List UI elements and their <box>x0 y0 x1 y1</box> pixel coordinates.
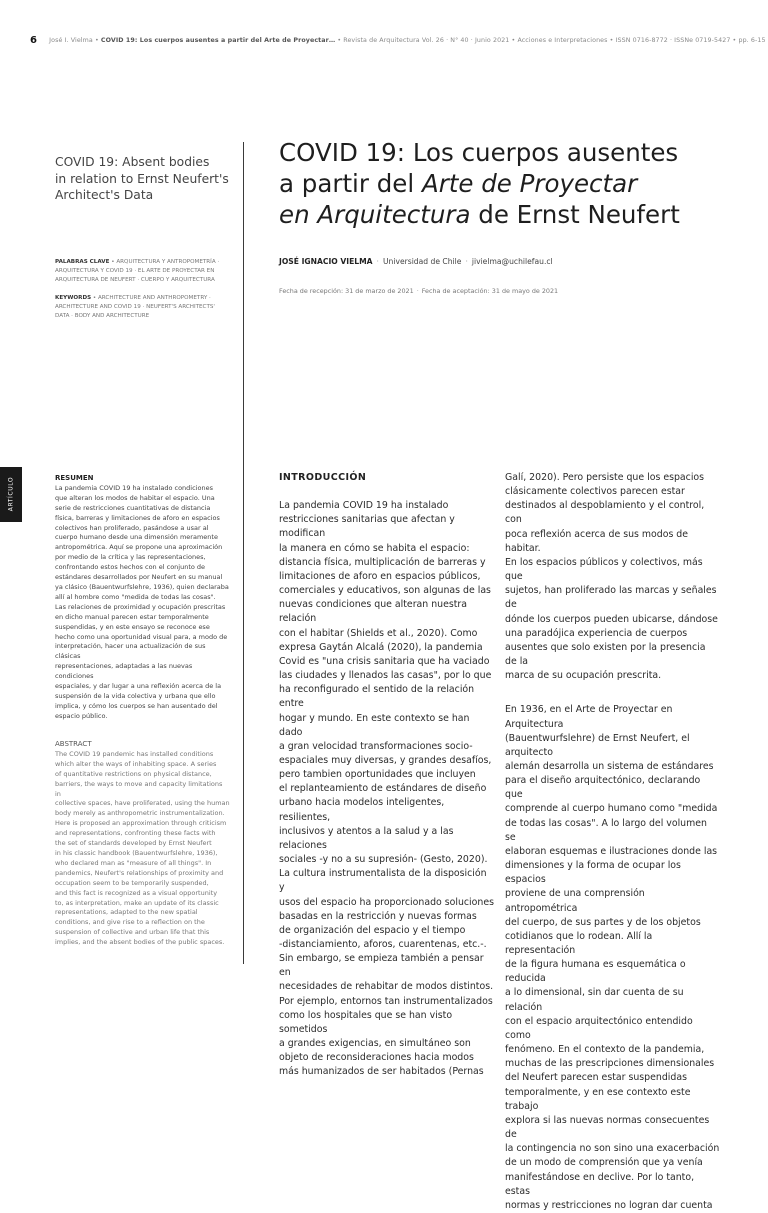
body-line: -distanciamiento, aforos, cuarentenas, etc.-. <box>279 939 487 950</box>
resumen-line: que alteran los modos de habitar el espacio. Una <box>55 493 215 502</box>
article-title <box>279 137 719 230</box>
abstract-line: The COVID 19 pandemic has installed conditions <box>55 749 214 758</box>
body-line: clásicamente colectivos parecen estar <box>505 486 685 498</box>
keywords-es-line: ARQUITECTURA DE NEUFERT · CUERPO Y ARQUITECTURA <box>55 277 215 283</box>
english-title <box>55 154 235 204</box>
resumen-line: antropométrica. Aquí se propone una aproximación <box>55 543 223 552</box>
title-italic: en Arquitectura <box>279 200 471 229</box>
header-section: Acciones e Interpretaciones <box>517 37 608 44</box>
body-line: una paradójica experiencia de cuerpos <box>505 627 688 639</box>
keywords-en-label: KEYWORDS <box>55 295 92 301</box>
abstract-line: who declared man as "measure of all things". In <box>55 858 212 867</box>
abstract-line: conditions, and give rise to a reflection on the <box>55 918 205 927</box>
body-line: nuevas condiciones que alteran nuestra relación <box>279 599 468 625</box>
date-received: Fecha de recepción: 31 de marzo de 2021 <box>279 287 414 295</box>
body-line: comprende al cuerpo humano como "medida <box>505 803 718 815</box>
dates-line: Fecha de recepción: 31 de marzo de 2021 · Fecha de aceptación: 31 de mayo de 2021 <box>279 287 559 295</box>
keywords-es-label: PALABRAS CLAVE <box>55 259 110 265</box>
body-line: urbano hacia modelos inteligentes, resilientes, <box>279 797 445 823</box>
resumen-line: colectivos han proliferado, pasándose a usar al <box>55 523 209 532</box>
abstract-line: the set of standards developed by Ernst Neufert <box>55 839 212 848</box>
resumen-line: representaciones, adaptadas a las nuevas condiciones <box>55 662 193 681</box>
page-number: 6 <box>30 35 38 46</box>
keywords-en-line: ARCHITECTURE AND ANTHROPOMETRY · <box>97 295 211 301</box>
author-affiliation: Universidad de Chile <box>382 257 462 266</box>
keywords-spanish: PALABRAS CLAVE • ARQUITECTURA Y ANTROPOMETRÍA · ARQUITECTURA Y COVID 19 · EL ARTE DE PROYECTAR EN ARQUITECTURA DE NEUFERT · CUERPO Y ARQUITECTURA <box>55 258 240 285</box>
resumen-line: serie de restricciones cuantitativas de distancia <box>55 503 211 512</box>
header-journal: Revista de Arquitectura Vol. 26 · N° 40 · Junio 2021 <box>343 37 510 44</box>
body-line: a grandes exigencias, en simultáneo son <box>279 1038 471 1050</box>
resumen-line: física, barreras y limitaciones de aforo en espacios <box>55 513 220 522</box>
abstract-line: and representations, confronting these facts with <box>55 829 216 838</box>
abstract-block <box>55 740 230 948</box>
abstract-line: occupation seem to be temporarily suspended, <box>55 878 209 887</box>
resumen-line: Las relaciones de proximidad y ocupación prescritas <box>55 602 226 611</box>
section-tab-label: ARTÍCULO <box>7 476 15 512</box>
body-line: la contingencia no son sino una exacerbación <box>505 1143 720 1155</box>
date-accepted: Fecha de aceptación: 31 de mayo de 2021 <box>421 287 559 295</box>
resumen-line: implica, y cómo los cuerpos se han ausentado del <box>55 701 218 710</box>
body-line: En los espacios públicos y colectivos, más que <box>505 556 703 583</box>
body-line: expresa Gaytán Alcalá (2020), la pandemia <box>279 641 483 653</box>
body-line: Galí, 2020). Pero persiste que los espacios <box>505 472 705 483</box>
body-line: sujetos, han proliferado las marcas y señales de <box>505 585 717 611</box>
english-title-line: in relation to Ernst Neufert's <box>55 171 229 186</box>
section-tab <box>0 467 22 522</box>
english-title-line: COVID 19: Absent bodies <box>55 155 210 169</box>
body-line: de organización del espacio y el tiempo <box>279 924 466 936</box>
resumen-line: cuerpo humano desde una dimensión meramente <box>55 533 218 542</box>
body-line: manifestándose en declive. Por lo tanto, estas <box>505 1171 695 1197</box>
body-line: dónde los cuerpos pueden ubicarse, dándose <box>505 613 718 625</box>
body-line: normas y restricciones no logran dar cuenta <box>505 1199 713 1211</box>
header-article-title: COVID 19: Los cuerpos ausentes a partir del Arte de Proyectar… <box>100 37 336 44</box>
abstract-line: representations, adapted to the new spatial <box>55 908 198 917</box>
body-line: marca de su ocupación prescrita. <box>505 670 662 682</box>
body-line: comerciales y educativos, son algunas de las <box>279 585 491 597</box>
author-line: JOSÉ IGNACIO VIELMA · Universidad de Chile · jivielma@uchilefau.cl <box>279 257 553 266</box>
body-line: usos del espacio ha proporcionado soluciones <box>279 896 494 908</box>
body-line: a lo dimensional, sin dar cuenta de su relación <box>505 987 684 1013</box>
body-column-1 <box>279 471 494 1080</box>
body-line: más humanizados de ser habitados (Pernas <box>279 1066 484 1078</box>
body-line: limitaciones de aforo en espacios públicos, <box>279 570 481 582</box>
keywords-es-line: ARQUITECTURA Y COVID 19 · EL ARTE DE PROYECTAR EN <box>55 268 215 274</box>
title-italic: Arte de Proyectar <box>421 169 638 198</box>
body-line: objeto de reconsideraciones hacia modos <box>279 1052 474 1064</box>
resumen-line: interpretación, hacer una actualización de sus clásicas <box>55 642 206 661</box>
resumen-block <box>55 474 230 722</box>
body-line: a gran velocidad transformaciones socio- <box>279 740 473 752</box>
body-line: Covid es "una crisis sanitaria que ha vaciado <box>279 655 490 667</box>
body-line: sociales -y no a su supresión- (Gesto, 2020). <box>279 854 488 866</box>
title-line-part: de Ernst Neufert <box>470 200 680 229</box>
title-line-part: a partir del <box>279 169 422 198</box>
abstract-line: which alter the ways of inhabiting space. A series <box>55 759 217 768</box>
resumen-line: allí al hombre como "medida de todas las cosas". <box>55 592 216 601</box>
body-line: Por ejemplo, entornos tan instrumentalizados <box>279 995 493 1007</box>
body-line: cotidianos que lo rodean. Allí la representación <box>505 930 653 956</box>
abstract-line: to, as interpretation, make an update of its classic <box>55 898 219 907</box>
abstract-line: barriers, the ways to move and capacity limitations in <box>55 779 223 798</box>
keywords-en-line: ARCHITECTURE AND COVID 19 · NEUFERT'S ARCHITECTS' <box>55 304 215 310</box>
body-line: explora si las nuevas normas consecuentes de <box>505 1114 710 1141</box>
resumen-line: confrontando estos hechos con el conjunto de <box>55 563 206 572</box>
body-line: poca reflexión acerca de sus modos de habitar. <box>505 528 689 554</box>
body-line: del cuerpo, de sus partes y de los objetos <box>505 916 701 928</box>
keywords-es-line: ARQUITECTURA Y ANTROPOMETRÍA · <box>116 259 220 265</box>
body-line: restricciones sanitarias que afectan y modifican <box>279 514 455 540</box>
body-line: (Bauentwurfslehre) de Ernst Neufert, el arquitecto <box>505 732 690 758</box>
running-header: 6 José I. Vielma • COVID 19: Los cuerpos ausentes a partir del Arte de Proyectar… • Revista de Arquitectura Vol. 26 · N° 40 · Junio 2021 • Acciones e Interpretaciones • ISSN 0716-8772 · ISSNe 0719-5427 • pp. 6-15 <box>30 35 766 46</box>
author-name: JOSÉ IGNACIO VIELMA <box>279 257 373 266</box>
body-line: como los hospitales que se han visto sometidos <box>279 1009 453 1035</box>
body-line: ausentes que solo existen por la presencia de la <box>505 641 706 668</box>
body-line: temporalmente, y en ese contexto este trabajo <box>505 1086 691 1112</box>
resumen-line: suspensión de la vida colectiva y urbana que ello <box>55 691 216 700</box>
body-line: hogar y mundo. En este contexto se han dado <box>279 712 470 738</box>
abstract-line: implies, and the absent bodies of the public spaces. <box>55 938 225 947</box>
keywords-en-line: DATA · BODY AND ARCHITECTURE <box>55 313 150 319</box>
body-line: ha reconfigurado el sentido de la relación entre <box>279 684 475 710</box>
body-column-2 <box>505 471 720 1213</box>
resumen-line: espacio público. <box>55 711 108 720</box>
abstract-heading: ABSTRACT <box>55 740 92 748</box>
body-line: de la figura humana es esquemática o reducida <box>505 959 686 985</box>
body-line: fenómeno. En el contexto de la pandemia, <box>505 1044 705 1056</box>
english-title-line: Architect's Data <box>55 188 154 202</box>
resumen-line: La pandemia COVID 19 ha instalado condiciones <box>55 483 213 492</box>
body-line: Sin embargo, se empieza también a pensar en <box>279 953 484 979</box>
resumen-line: suspendidas, y en este ensayo se reconoce ese <box>55 622 210 631</box>
resumen-line: ya clásico (Bauentwurfslehre, 1936), quien declaraba <box>55 582 229 591</box>
body-line: con el espacio arquitectónico entendido como <box>505 1015 693 1041</box>
resumen-line: hecho como una oportunidad visual para, a modo de <box>55 632 228 641</box>
body-line: espaciales muy diversas, y grandes desafíos, <box>279 754 492 766</box>
body-line: proviene de una comprensión antropométrica <box>505 888 645 914</box>
author-email[interactable]: jivielma@uchilefau.cl <box>471 257 553 266</box>
body-line: distancia física, multiplicación de barreras y <box>279 556 486 568</box>
resumen-line: en dicho manual parecen estar temporalmente <box>55 612 209 621</box>
body-line: el replanteamiento de estándares de diseño <box>279 783 487 795</box>
intro-heading: INTRODUCCIÓN <box>279 472 367 483</box>
abstract-line: in his classic handbook (Bauentwurfslehre, 1936), <box>55 848 218 857</box>
column-divider <box>243 142 244 964</box>
title-line: COVID 19: Los cuerpos ausentes <box>279 138 679 167</box>
body-line: inclusivos y atentos a la salud y a las relaciones <box>279 825 454 851</box>
body-line: alemán desarrolla un sistema de estándares <box>505 760 714 772</box>
body-line: del Neufert parecen estar suspendidas <box>505 1072 687 1084</box>
body-line: las ciudades y llenados las casas", por lo que <box>279 670 492 682</box>
abstract-line: and this fact is recognized as a visual opportunity <box>55 888 218 897</box>
resumen-line: por medio de la crítica y las representaciones, <box>55 553 206 562</box>
abstract-line: body merely as anthropometric instrumentalization. <box>55 809 225 818</box>
body-line: La cultura instrumentalista de la disposición y <box>279 868 487 894</box>
body-line: la manera en cómo se habita el espacio: <box>279 542 470 554</box>
body-line: necesidades de rehabitar de modos distintos. <box>279 981 494 993</box>
abstract-line: collective spaces, have proliferated, using the human <box>55 799 230 808</box>
abstract-line: of quantitative restrictions on physical distance, <box>55 769 212 778</box>
header-issn: ISSN 0716-8772 · ISSNe 0719-5427 <box>615 37 731 44</box>
body-line: para el diseño arquitectónico, declarando que <box>505 775 701 801</box>
resumen-line: espaciales, y dar lugar a una reflexión acerca de la <box>55 682 222 691</box>
abstract-line: suspension of collective and urban life that this <box>55 928 210 937</box>
resumen-line: estándares desarrollados por Neufert en su manual <box>55 573 223 582</box>
abstract-line: pandemics, Neufert's relationships of proximity and <box>55 868 224 877</box>
header-author: José I. Vielma <box>49 37 93 44</box>
header-pages: pp. 6-15 <box>738 37 766 44</box>
body-line: dimensiones y la forma de ocupar los espacios <box>505 860 681 886</box>
body-line: destinados al despoblamiento y el control, con <box>505 500 705 526</box>
body-line: La pandemia COVID 19 ha instalado <box>279 500 449 512</box>
body-line: elaboran esquemas e ilustraciones donde las <box>505 845 718 857</box>
abstract-line: Here is proposed an approximation through criticism <box>55 819 227 828</box>
body-line: de un modo de comprensión que ya venía <box>505 1157 703 1169</box>
body-line: de todas las cosas". A lo largo del volumen se <box>505 817 707 843</box>
keywords-english: KEYWORDS • ARCHITECTURE AND ANTHROPOMETRY · ARCHITECTURE AND COVID 19 · NEUFERT'S ARCHITECTS' DATA · BODY AND ARCHITECTURE <box>55 294 240 321</box>
body-line: pero tambien oportunidades que incluyen <box>279 769 476 781</box>
body-line: En 1936, en el Arte de Proyectar en Arquitectura <box>505 704 673 730</box>
body-line: muchas de las prescripciones dimensionales <box>505 1058 715 1070</box>
body-line: con el habitar (Shields et al., 2020). Como <box>279 627 478 639</box>
body-line: basadas en la restricción y nuevas formas <box>279 910 477 922</box>
resumen-heading: RESUMEN <box>55 474 94 482</box>
